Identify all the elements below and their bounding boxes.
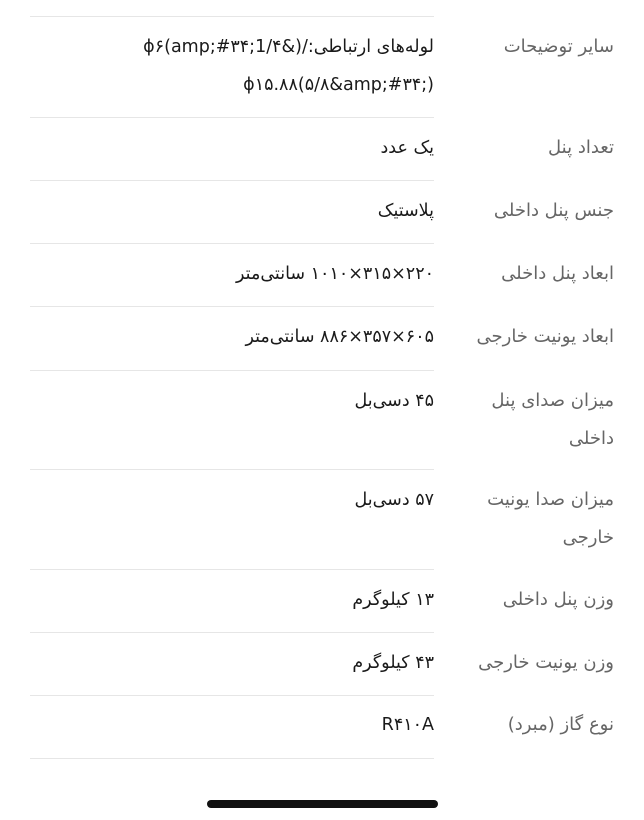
spec-label <box>444 382 614 458</box>
spec-label-line: میزان صدا یونیت <box>487 489 614 510</box>
row-divider <box>30 632 434 633</box>
spec-value <box>134 28 434 104</box>
spec-value: ۱۳ کیلوگرم <box>352 590 434 610</box>
row-divider <box>30 569 434 570</box>
row-divider <box>30 758 434 759</box>
spec-label-line: داخلی <box>568 428 614 449</box>
row-divider <box>30 243 434 244</box>
row-divider <box>30 306 434 307</box>
row-divider <box>30 117 434 118</box>
spec-label: ابعاد یونیت خارجی <box>476 326 614 347</box>
spec-value-line: ϕ۱۵.۸۸(۵/۸&amp;#۳۴;) <box>243 75 434 95</box>
spec-value-line: لوله‌های ارتباطی:/(&amp;#۳۴;1/۴)ϕ۶ <box>143 37 434 57</box>
row-divider <box>30 16 434 17</box>
spec-value: R۴۱۰A <box>381 715 434 735</box>
spec-label-line: خارجی <box>562 527 614 548</box>
spec-value: یک عدد <box>380 138 434 158</box>
spec-label: سایر توضیحات <box>503 36 614 57</box>
spec-label-line: میزان صدای پنل <box>491 390 614 411</box>
home-indicator[interactable] <box>207 800 438 808</box>
row-divider <box>30 180 434 181</box>
spec-value: ۴۵ دسی‌بل <box>354 391 434 411</box>
spec-label: وزن پنل داخلی <box>502 589 614 610</box>
spec-label: تعداد پنل <box>548 137 614 158</box>
spec-value: پلاستیک <box>377 201 434 221</box>
spec-value: ۶۰۵×۳۵۷×۸۸۶ سانتی‌متر <box>245 327 434 347</box>
spec-label: جنس پنل داخلی <box>493 200 614 221</box>
spec-label: ابعاد پنل داخلی <box>501 263 614 284</box>
spec-label <box>444 481 614 557</box>
row-divider <box>30 695 434 696</box>
spec-value: ۵۷ دسی‌بل <box>354 490 434 510</box>
row-divider <box>30 370 434 371</box>
spec-value: ۴۳ کیلوگرم <box>352 653 434 673</box>
spec-label: نوع گاز (مبرد) <box>507 714 614 735</box>
spec-value: ۲۲۰×۳۱۵×۱۰۱۰ سانتی‌متر <box>236 264 434 284</box>
row-divider <box>30 469 434 470</box>
spec-label: وزن یونیت خارجی <box>478 652 614 673</box>
